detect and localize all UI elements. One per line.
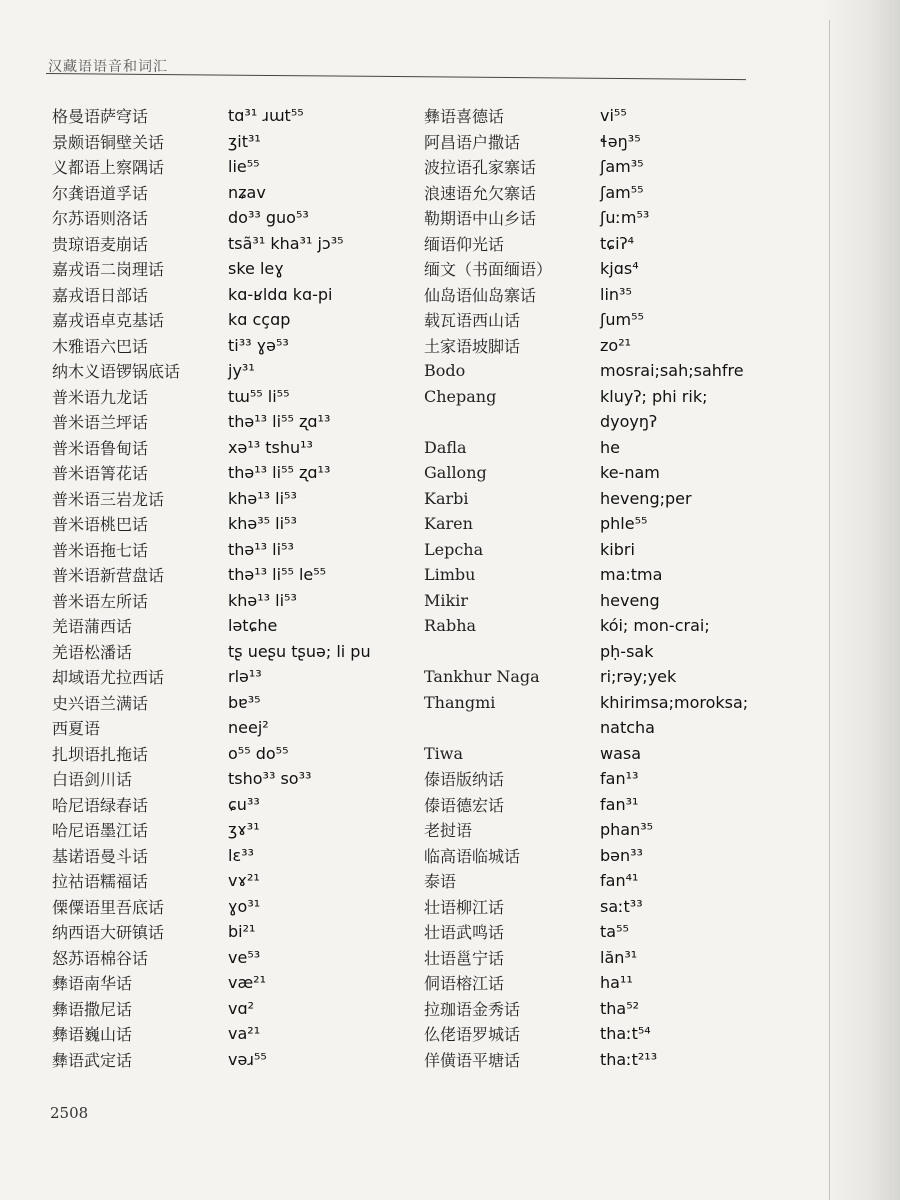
word-form: kjɑs⁴ — [600, 259, 639, 279]
word-form: ʒit³¹ — [228, 131, 261, 151]
language-name: 史兴语兰满话 — [52, 693, 149, 713]
word-form: khə³⁵ li⁵³ — [228, 514, 297, 534]
language-name: 缅语仰光话 — [424, 234, 505, 254]
entry-row — [52, 358, 371, 384]
word-form: lin³⁵ — [600, 284, 632, 304]
language-name: 载瓦语西山话 — [424, 311, 521, 331]
language-name: 却域语尤拉西话 — [52, 668, 165, 688]
word-form: ha¹¹ — [600, 973, 633, 993]
entry-row — [52, 996, 371, 1022]
word-form: phan³⁵ — [600, 820, 654, 840]
language-name: 壮语武鸣话 — [424, 923, 505, 943]
word-form: tɯ⁵⁵ li⁵⁵ — [228, 386, 290, 406]
word-form: lie⁵⁵ — [228, 157, 260, 177]
word-form: tsã³¹ kha³¹ jɔ³⁵ — [228, 233, 344, 253]
entry-row — [52, 282, 371, 308]
word-form: khə¹³ li⁵³ — [228, 488, 297, 508]
word-form: zo²¹ — [600, 335, 632, 355]
language-name: 嘉戎语卓克基话 — [52, 311, 165, 331]
entry-row — [424, 792, 748, 818]
language-name: Mikir — [424, 590, 468, 610]
language-name: 嘉戎语二岗理话 — [52, 260, 165, 280]
language-name: 拉珈语金秀话 — [424, 999, 521, 1019]
language-name: 普米语桃巴话 — [52, 515, 149, 535]
language-name: 白语剑川话 — [52, 770, 133, 790]
language-name: 普米语箐花话 — [52, 464, 149, 484]
word-form: vi⁵⁵ — [600, 106, 627, 126]
entry-row — [424, 919, 748, 945]
language-name: Bodo — [424, 361, 466, 381]
language-name: 基诺语曼斗话 — [52, 846, 149, 866]
language-name: 波拉语孔家寨话 — [424, 158, 537, 178]
language-name: Tiwa — [424, 743, 464, 763]
word-form: ke-nam — [600, 463, 660, 483]
entry-row — [424, 894, 748, 920]
language-name: 彝语南华话 — [52, 974, 133, 994]
entry-row — [52, 180, 371, 206]
entry-row — [52, 894, 371, 920]
word-form: lətɕhe — [228, 616, 278, 636]
language-name: 浪速语允欠寨话 — [424, 183, 537, 203]
word-form: kibri — [600, 539, 635, 559]
language-name: 哈尼语墨江话 — [52, 821, 149, 841]
word-form: ta⁵⁵ — [600, 922, 629, 942]
word-form: thə¹³ li⁵⁵ le⁵⁵ — [228, 565, 327, 585]
entry-row — [424, 154, 748, 180]
word-form: wasa — [600, 743, 642, 763]
entry-row — [52, 1047, 371, 1073]
left-word-list — [52, 103, 371, 1072]
entry-row — [424, 307, 748, 333]
language-name: 临高语临城话 — [424, 846, 521, 866]
word-form: ʒɤ³¹ — [228, 820, 260, 840]
word-form: o⁵⁵ do⁵⁵ — [228, 743, 289, 763]
entry-row — [52, 129, 371, 155]
word-form: rlə¹³ — [228, 667, 262, 687]
language-name: 勒期语中山乡话 — [424, 209, 537, 229]
language-name: Chepang — [424, 386, 497, 406]
word-form: heveng;per — [600, 488, 692, 508]
language-name: 扎坝语扎拖话 — [52, 744, 149, 764]
word-form: bi²¹ — [228, 922, 256, 942]
language-name: 普米语三岩龙话 — [52, 489, 165, 509]
word-form: mosrai;sah;sahfre — [600, 361, 744, 381]
entry-row — [424, 817, 748, 843]
language-name: 义都语上察隅话 — [52, 158, 165, 178]
language-name: 泰语 — [424, 872, 457, 892]
language-name: 彝语喜德话 — [424, 107, 505, 127]
word-form: thə¹³ li⁵⁵ ʐɑ¹³ — [228, 412, 331, 432]
entry-row — [424, 945, 748, 971]
word-form: lăn³¹ — [600, 947, 638, 967]
word-form: fan³¹ — [600, 794, 639, 814]
word-form: ʃum⁵⁵ — [600, 310, 644, 330]
word-form: ʃuːm⁵³ — [600, 208, 650, 228]
entry-row — [52, 384, 371, 410]
language-name: 纳木义语锣锅底话 — [52, 362, 181, 382]
language-name: 木雅语六巴话 — [52, 336, 149, 356]
language-name: 傣语德宏话 — [424, 795, 505, 815]
language-name: 景颇语铜壁关话 — [52, 132, 165, 152]
language-name: 普米语左所话 — [52, 591, 149, 611]
language-name: 普米语鲁甸话 — [52, 438, 149, 458]
language-name: 普米语新营盘话 — [52, 566, 165, 586]
entry-row — [424, 537, 748, 563]
language-name: 仫佬语罗城话 — [424, 1025, 521, 1045]
language-name: 缅文（书面缅语） — [424, 260, 553, 280]
entry-row — [424, 562, 748, 588]
entry-row — [52, 154, 371, 180]
word-form: thaːt²¹³ — [600, 1049, 658, 1069]
word-form: tha⁵² — [600, 998, 640, 1018]
entry-row — [52, 868, 371, 894]
entry-row — [424, 868, 748, 894]
language-name: Rabha — [424, 616, 477, 636]
entry-row — [52, 205, 371, 231]
word-form: kluyʔ; phi rik; — [600, 386, 708, 406]
entry-row — [52, 231, 371, 257]
language-name: 傣语版纳话 — [424, 770, 505, 790]
entry-row — [52, 460, 371, 486]
word-form: væ²¹ — [228, 973, 267, 993]
word-form: khirimsa;moroksa; — [600, 692, 749, 712]
language-name: Lepcha — [424, 539, 484, 559]
page-gutter-shadow — [820, 0, 900, 1200]
language-name: 普米语兰坪话 — [52, 413, 149, 433]
entry-row — [52, 435, 371, 461]
word-form: heveng — [600, 590, 660, 610]
entry-row — [52, 715, 371, 741]
entry-row — [424, 639, 748, 665]
word-form: ske leɣ — [228, 259, 284, 279]
entry-row — [52, 970, 371, 996]
language-name: Tankhur Naga — [424, 667, 540, 687]
word-form: ɣo³¹ — [228, 896, 261, 916]
entry-row — [424, 766, 748, 792]
entry-row — [424, 129, 748, 155]
entry-row — [424, 511, 748, 537]
language-name: 拉祜语糯福话 — [52, 872, 149, 892]
word-form: ve⁵³ — [228, 947, 261, 967]
word-form: bən³³ — [600, 845, 643, 865]
entry-row — [52, 511, 371, 537]
entry-row — [424, 843, 748, 869]
language-name: Karen — [424, 514, 473, 534]
right-word-list — [424, 103, 748, 1072]
language-name: 普米语九龙话 — [52, 387, 149, 407]
word-form: ɬəŋ³⁵ — [600, 131, 641, 151]
word-form: bɐ³⁵ — [228, 692, 261, 712]
word-form: vɤ²¹ — [228, 871, 260, 891]
entry-row — [52, 792, 371, 818]
word-form: natcha — [600, 718, 655, 738]
word-form: dyoyŋʔ — [600, 412, 658, 432]
entry-row — [52, 1021, 371, 1047]
entry-row — [424, 384, 748, 410]
word-form: phle⁵⁵ — [600, 514, 648, 534]
word-form: thə¹³ li⁵⁵ ʐɑ¹³ — [228, 463, 331, 483]
word-form: ri;rəy;yek — [600, 667, 677, 687]
language-name: 羌语松潘话 — [52, 642, 133, 662]
entry-row — [424, 1021, 748, 1047]
language-name: 尔龚语道孚话 — [52, 183, 149, 203]
entry-row — [424, 486, 748, 512]
entry-row — [52, 333, 371, 359]
entry-row — [52, 256, 371, 282]
entry-row — [424, 690, 748, 716]
word-form: ɕu³³ — [228, 794, 260, 814]
entry-row — [424, 588, 748, 614]
running-header: 汉藏语语音和词汇 — [48, 59, 168, 75]
word-form: ti³³ ɣə⁵³ — [228, 335, 289, 355]
word-form: fan⁴¹ — [600, 871, 639, 891]
word-form: khə¹³ li⁵³ — [228, 590, 297, 610]
word-form: tɑ³¹ ɹɯt⁵⁵ — [228, 106, 304, 126]
entry-row — [424, 1047, 748, 1073]
entry-row — [424, 970, 748, 996]
language-name: 彝语巍山话 — [52, 1025, 133, 1045]
language-name: 壮语邕宁话 — [424, 948, 505, 968]
entry-row — [52, 588, 371, 614]
page-edge — [829, 20, 830, 1200]
language-name: 侗语榕江话 — [424, 974, 505, 994]
language-name: Dafla — [424, 437, 467, 457]
word-form: tʂ ueʂu tʂuə; li pu — [228, 641, 371, 661]
header-rule — [46, 73, 746, 80]
language-name: 壮语柳江话 — [424, 897, 505, 917]
entry-row — [52, 562, 371, 588]
word-form: he — [600, 437, 620, 457]
word-form: xə¹³ tshu¹³ — [228, 437, 313, 457]
language-name: 纳西语大研镇话 — [52, 923, 165, 943]
language-name: Thangmi — [424, 692, 496, 712]
word-form: kói; mon-crai; — [600, 616, 710, 636]
entry-row — [52, 843, 371, 869]
entry-row — [424, 231, 748, 257]
word-form: jy³¹ — [228, 361, 255, 381]
entry-row — [52, 766, 371, 792]
entry-row — [424, 103, 748, 129]
word-form: tɕiʔ⁴ — [600, 233, 635, 253]
language-name: 普米语拖七话 — [52, 540, 149, 560]
word-form: kɑ cçɑp — [228, 310, 291, 330]
language-name: 嘉戎语日部话 — [52, 285, 149, 305]
language-name: 仙岛语仙岛寨话 — [424, 285, 537, 305]
word-form: vəɹ⁵⁵ — [228, 1049, 267, 1069]
word-form: thaːt⁵⁴ — [600, 1024, 651, 1044]
page-number: 2508 — [50, 1104, 89, 1122]
language-name: 西夏语 — [52, 719, 101, 739]
language-name: 阿昌语户撒话 — [424, 132, 521, 152]
entry-row — [424, 358, 748, 384]
language-name: 哈尼语绿春话 — [52, 795, 149, 815]
word-form: ʃam³⁵ — [600, 157, 644, 177]
word-form: do³³ guo⁵³ — [228, 208, 309, 228]
word-form: pḥ-sak — [600, 641, 654, 661]
word-form: saːt³³ — [600, 896, 643, 916]
entry-row — [52, 613, 371, 639]
language-name: 尔苏语则洛话 — [52, 209, 149, 229]
language-name: 贵琼语麦崩话 — [52, 234, 149, 254]
entry-row — [52, 945, 371, 971]
entry-row — [424, 435, 748, 461]
language-name: 傈僳语里吾底话 — [52, 897, 165, 917]
word-form: lɛ³³ — [228, 845, 254, 865]
entry-row — [424, 282, 748, 308]
entry-row — [424, 996, 748, 1022]
word-form: fan¹³ — [600, 769, 639, 789]
entry-row — [52, 307, 371, 333]
entry-row — [52, 639, 371, 665]
word-form: vɑ² — [228, 998, 255, 1018]
entry-row — [424, 741, 748, 767]
word-form: va²¹ — [228, 1024, 261, 1044]
entry-row — [424, 333, 748, 359]
language-name: Karbi — [424, 488, 469, 508]
word-form: kɑ-ʁldɑ kɑ-pi — [228, 284, 333, 304]
entry-row — [424, 180, 748, 206]
entry-row — [52, 817, 371, 843]
entry-row — [424, 409, 748, 435]
entry-row — [52, 103, 371, 129]
language-name: 彝语撒尼话 — [52, 999, 133, 1019]
language-name: 彝语武定话 — [52, 1050, 133, 1070]
entry-row — [52, 919, 371, 945]
word-form: neej² — [228, 718, 269, 738]
entry-row — [52, 741, 371, 767]
language-name: 羌语蒲西话 — [52, 617, 133, 637]
entry-row — [424, 715, 748, 741]
entry-row — [52, 690, 371, 716]
entry-row — [424, 664, 748, 690]
word-form: ʃam⁵⁵ — [600, 182, 644, 202]
entry-row — [52, 537, 371, 563]
language-name: 怒苏语棉谷话 — [52, 948, 149, 968]
language-name: 佯僙语平塘话 — [424, 1050, 521, 1070]
entry-row — [52, 664, 371, 690]
word-form: tsho³³ so³³ — [228, 769, 312, 789]
entry-row — [424, 205, 748, 231]
word-form: ma:tma — [600, 565, 663, 585]
word-form: thə¹³ li⁵³ — [228, 539, 294, 559]
language-name: 土家语坡脚话 — [424, 336, 521, 356]
entry-row — [52, 486, 371, 512]
language-name: Limbu — [424, 565, 476, 585]
language-name: 老挝语 — [424, 821, 473, 841]
language-name: 格曼语萨穹话 — [52, 107, 149, 127]
entry-row — [424, 613, 748, 639]
entry-row — [424, 460, 748, 486]
entry-row — [52, 409, 371, 435]
entry-row — [424, 256, 748, 282]
word-form: nʑav — [228, 182, 266, 202]
language-name: Gallong — [424, 463, 487, 483]
